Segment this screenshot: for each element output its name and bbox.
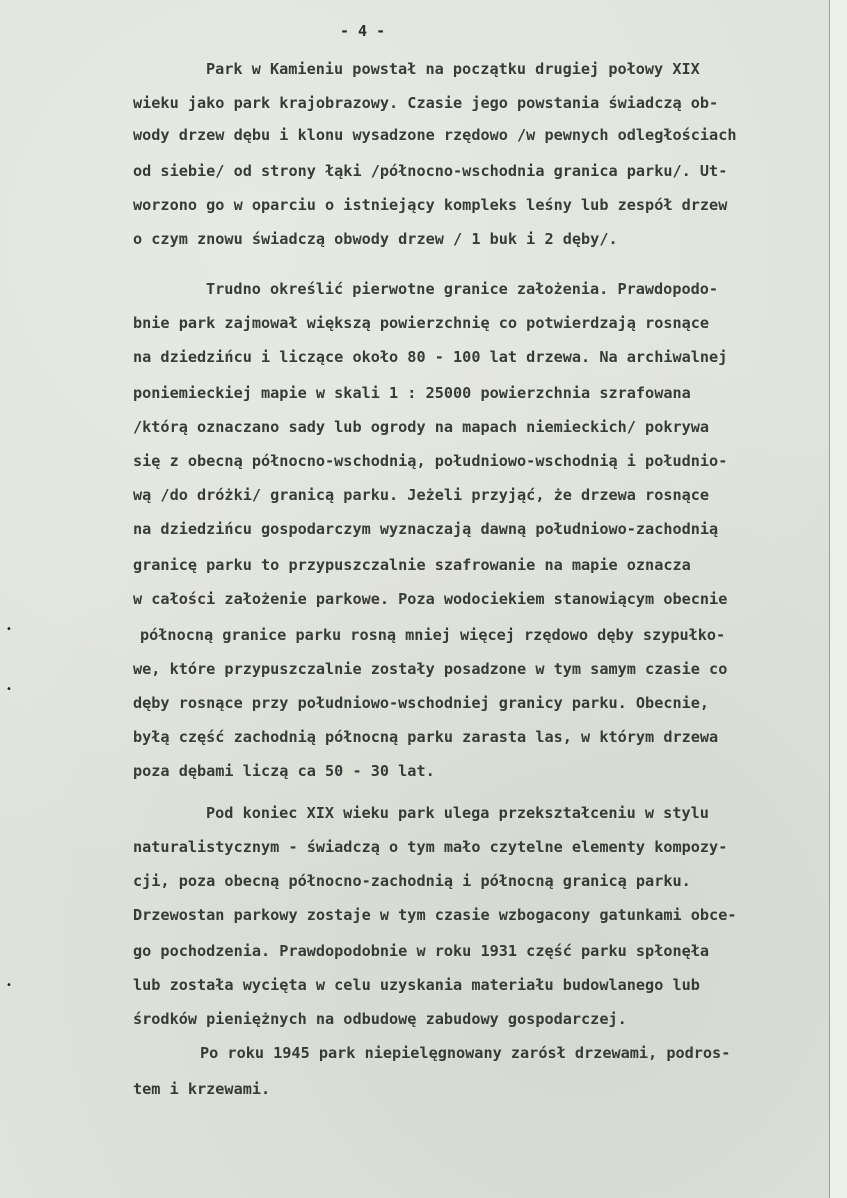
text-line: naturalistycznym - świadczą o tym mało czytelne elementy kompozy- (133, 838, 728, 856)
text-line: byłą część zachodnią północną parku zarasta las, w którym drzewa (133, 728, 719, 746)
text-line: wą /do dróżki/ granicą parku. Jeżeli przyjąć, że drzewa rosnące (133, 486, 710, 504)
page-number: - 4 - (340, 22, 386, 40)
text-line: się z obecną północno-wschodnią, południowo-wschodnią i południo- (133, 452, 728, 470)
text-line: wieku jako park krajobrazowy. Czasie jego powstania świadczą ob- (133, 94, 719, 112)
text-line: worzono go w oparciu o istniejący kompleks leśny lub zespół drzew (133, 196, 728, 214)
text-line: cji, poza obecną północno-zachodnią i północną granicą parku. (133, 872, 691, 890)
text-line: Po roku 1945 park niepielęgnowany zarósł drzewami, podros- (200, 1044, 731, 1062)
text-line: na dziedzińcu i liczące około 80 - 100 lat drzewa. Na archiwalnej (133, 348, 728, 366)
text-line: Pod koniec XIX wieku park ulega przekształceniu w stylu (206, 804, 709, 822)
text-line: lub została wycięta w celu uzyskania materiału budowlanego lub (133, 976, 700, 994)
text-line: poniemieckiej mapie w skali 1 : 25000 powierzchnia szrafowana (133, 384, 691, 402)
margin-mark: • (6, 980, 12, 991)
text-line: środków pieniężnych na odbudowę zabudowy gospodarczej. (133, 1010, 627, 1028)
text-line: Park w Kamieniu powstał na początku drugiej połowy XIX (206, 60, 700, 78)
text-line: od siebie/ od strony łąki /północno-wschodnia granica parku/. Ut- (133, 162, 728, 180)
text-line: granicę parku to przypuszczalnie szafrowanie na mapie oznacza (133, 556, 691, 574)
text-line: we, które przypuszczalnie zostały posadzone w tym samym czasie co (133, 660, 728, 678)
text-line: Drzewostan parkowy zostaje w tym czasie wzbogacony gatunkami obce- (133, 906, 737, 924)
text-line: dęby rosnące przy południowo-wschodniej granicy parku. Obecnie, (133, 694, 710, 712)
text-line: bnie park zajmował większą powierzchnię co potwierdzają rosnące (133, 314, 710, 332)
text-line: o czym znowu świadczą obwody drzew / 1 buk i 2 dęby/. (133, 230, 618, 248)
text-line: północną granice parku rosną mniej więcej rzędowo dęby szypułko- (140, 626, 726, 644)
margin-mark: • (6, 624, 12, 635)
text-line: w całości założenie parkowe. Poza wodociekiem stanowiącym obecnie (133, 590, 728, 608)
text-line: /którą oznaczano sady lub ogrody na mapach niemieckich/ pokrywa (133, 418, 710, 436)
text-line: Trudno określić pierwotne granice założenia. Prawdopodo- (206, 280, 719, 298)
text-line: na dziedzińcu gospodarczym wyznaczają dawną południowo-zachodnią (133, 520, 719, 538)
page-edge (829, 0, 847, 1198)
text-line: wody drzew dębu i klonu wysadzone rzędowo /w pewnych odległościach (133, 126, 737, 144)
margin-mark: • (6, 684, 12, 695)
text-line: poza dębami liczą ca 50 - 30 lat. (133, 762, 435, 780)
text-line: tem i krzewami. (133, 1080, 271, 1098)
text-line: go pochodzenia. Prawdopodobnie w roku 1931 część parku spłonęła (133, 942, 710, 960)
